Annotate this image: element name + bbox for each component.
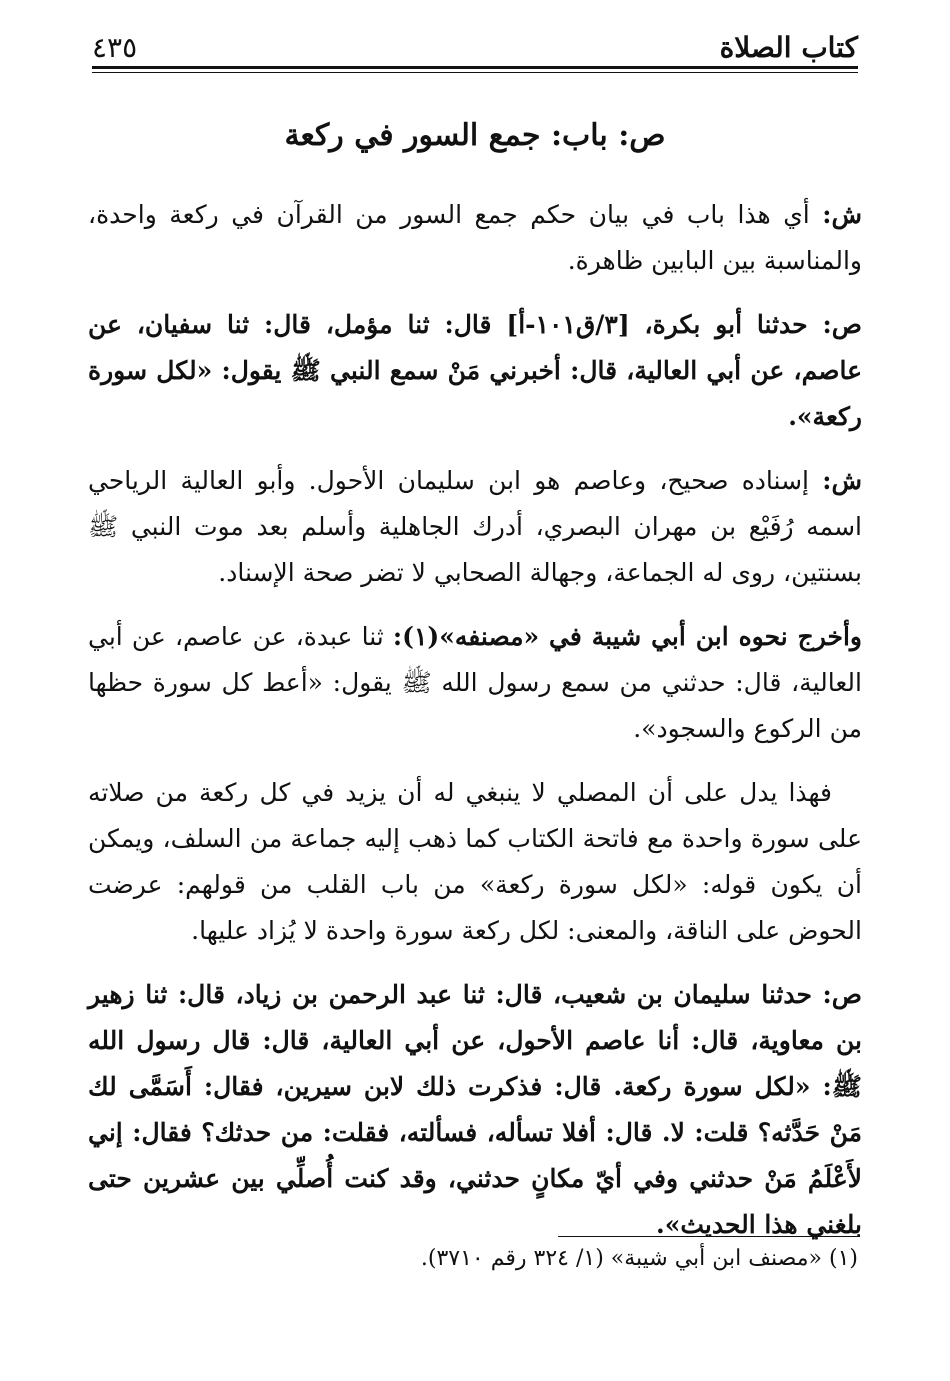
page-header <box>92 22 858 64</box>
paragraph-text: حدثنا سليمان بن شعيب، قال: ثنا عبد الرحمن بن زياد، قال: ثنا زهير بن معاوية، قال: أنا عاصم الأحول، عن أبي العالية، قال: قال رسول الله ﷺ: «لكل سورة ركعة. قال: فذكرت ذلك لابن سيرين، فقال: أَسَمَّى لك مَنْ حَدَّثه؟ قلت: لا. قال: أفلا تسأله، فسألته، فقلت: من حدثك؟ فقال: إني لأَعْلَمُ مَنْ حدثني وفي أيّ مكانٍ حدثني، وقد كنت أُصلِّي بين عشرين حتى بلغني هذا الحديث». <box>88 980 862 1239</box>
paragraph-commentary-1 <box>88 192 862 284</box>
paragraph-label: ش: <box>822 200 862 229</box>
footnote: (١) «مصنف ابن أبي شيبة» (١/ ٣٢٤ رقم ٣٧١٠). <box>420 1246 858 1271</box>
paragraph-text: ثنا عبدة، عن عاصم، عن أبي العالية، قال: حدثني من سمع رسول الله ﷺ يقول: «أعط كل سورة حظها من الركوع والسجود». <box>88 622 862 743</box>
paragraph-text: أي هذا باب في بيان حكم جمع السور من القرآن في ركعة واحدة، والمناسبة بين البابين ظاهرة. <box>88 200 862 275</box>
paragraph-takhrij <box>88 614 862 752</box>
running-title: كتاب الصلاة <box>719 31 858 64</box>
header-rule-thick <box>92 66 858 69</box>
paragraph-hadith-2 <box>88 972 862 1248</box>
header-rule-thin <box>92 72 858 73</box>
paragraph-hadith-1 <box>88 302 862 440</box>
paragraph-label: وأخرج نحوه ابن أبي شيبة في «مصنفه»(١): <box>392 622 862 651</box>
footnote-rule <box>558 1236 858 1237</box>
page-number: ٤٣٥ <box>92 31 138 64</box>
paragraph-label: ص: <box>822 980 862 1009</box>
paragraph-text: إسناده صحيح، وعاصم هو ابن سليمان الأحول. وأبو العالية الرياحي اسمه رُفَيْع بن مهران البصري، أدرك الجاهلية وأسلم بعد موت النبي ﷺ بسنتين، روى له الجماعة، وجهالة الصحابي لا تضر صحة الإسناد. <box>88 466 862 587</box>
page-body <box>88 192 862 1266</box>
paragraph-commentary-2 <box>88 458 862 596</box>
paragraph-text: فهذا يدل على أن المصلي لا ينبغي له أن يزيد في كل ركعة من صلاته على سورة واحدة مع فاتحة الكتاب كما ذهب إليه جماعة من السلف، ويمكن أن يكون قوله: «لكل سورة ركعة» من باب القلب من قولهم: عرضت الحوض على الناقة، والمعنى: لكل ركعة سورة واحدة لا يُزاد عليها. <box>88 778 862 945</box>
paragraph-label: ش: <box>822 466 862 495</box>
paragraph-explanation <box>88 770 862 954</box>
paragraph-text: حدثنا أبو بكرة، [٣/ق١٠١-أ] قال: ثنا مؤمل، قال: ثنا سفيان، عن عاصم، عن أبي العالية، قال: أخبرني مَنْ سمع النبي ﷺ يقول: «لكل سورة ركعة». <box>88 310 862 431</box>
chapter-heading: ص: باب: جمع السور في ركعة <box>284 118 666 153</box>
paragraph-label: ص: <box>822 310 862 339</box>
